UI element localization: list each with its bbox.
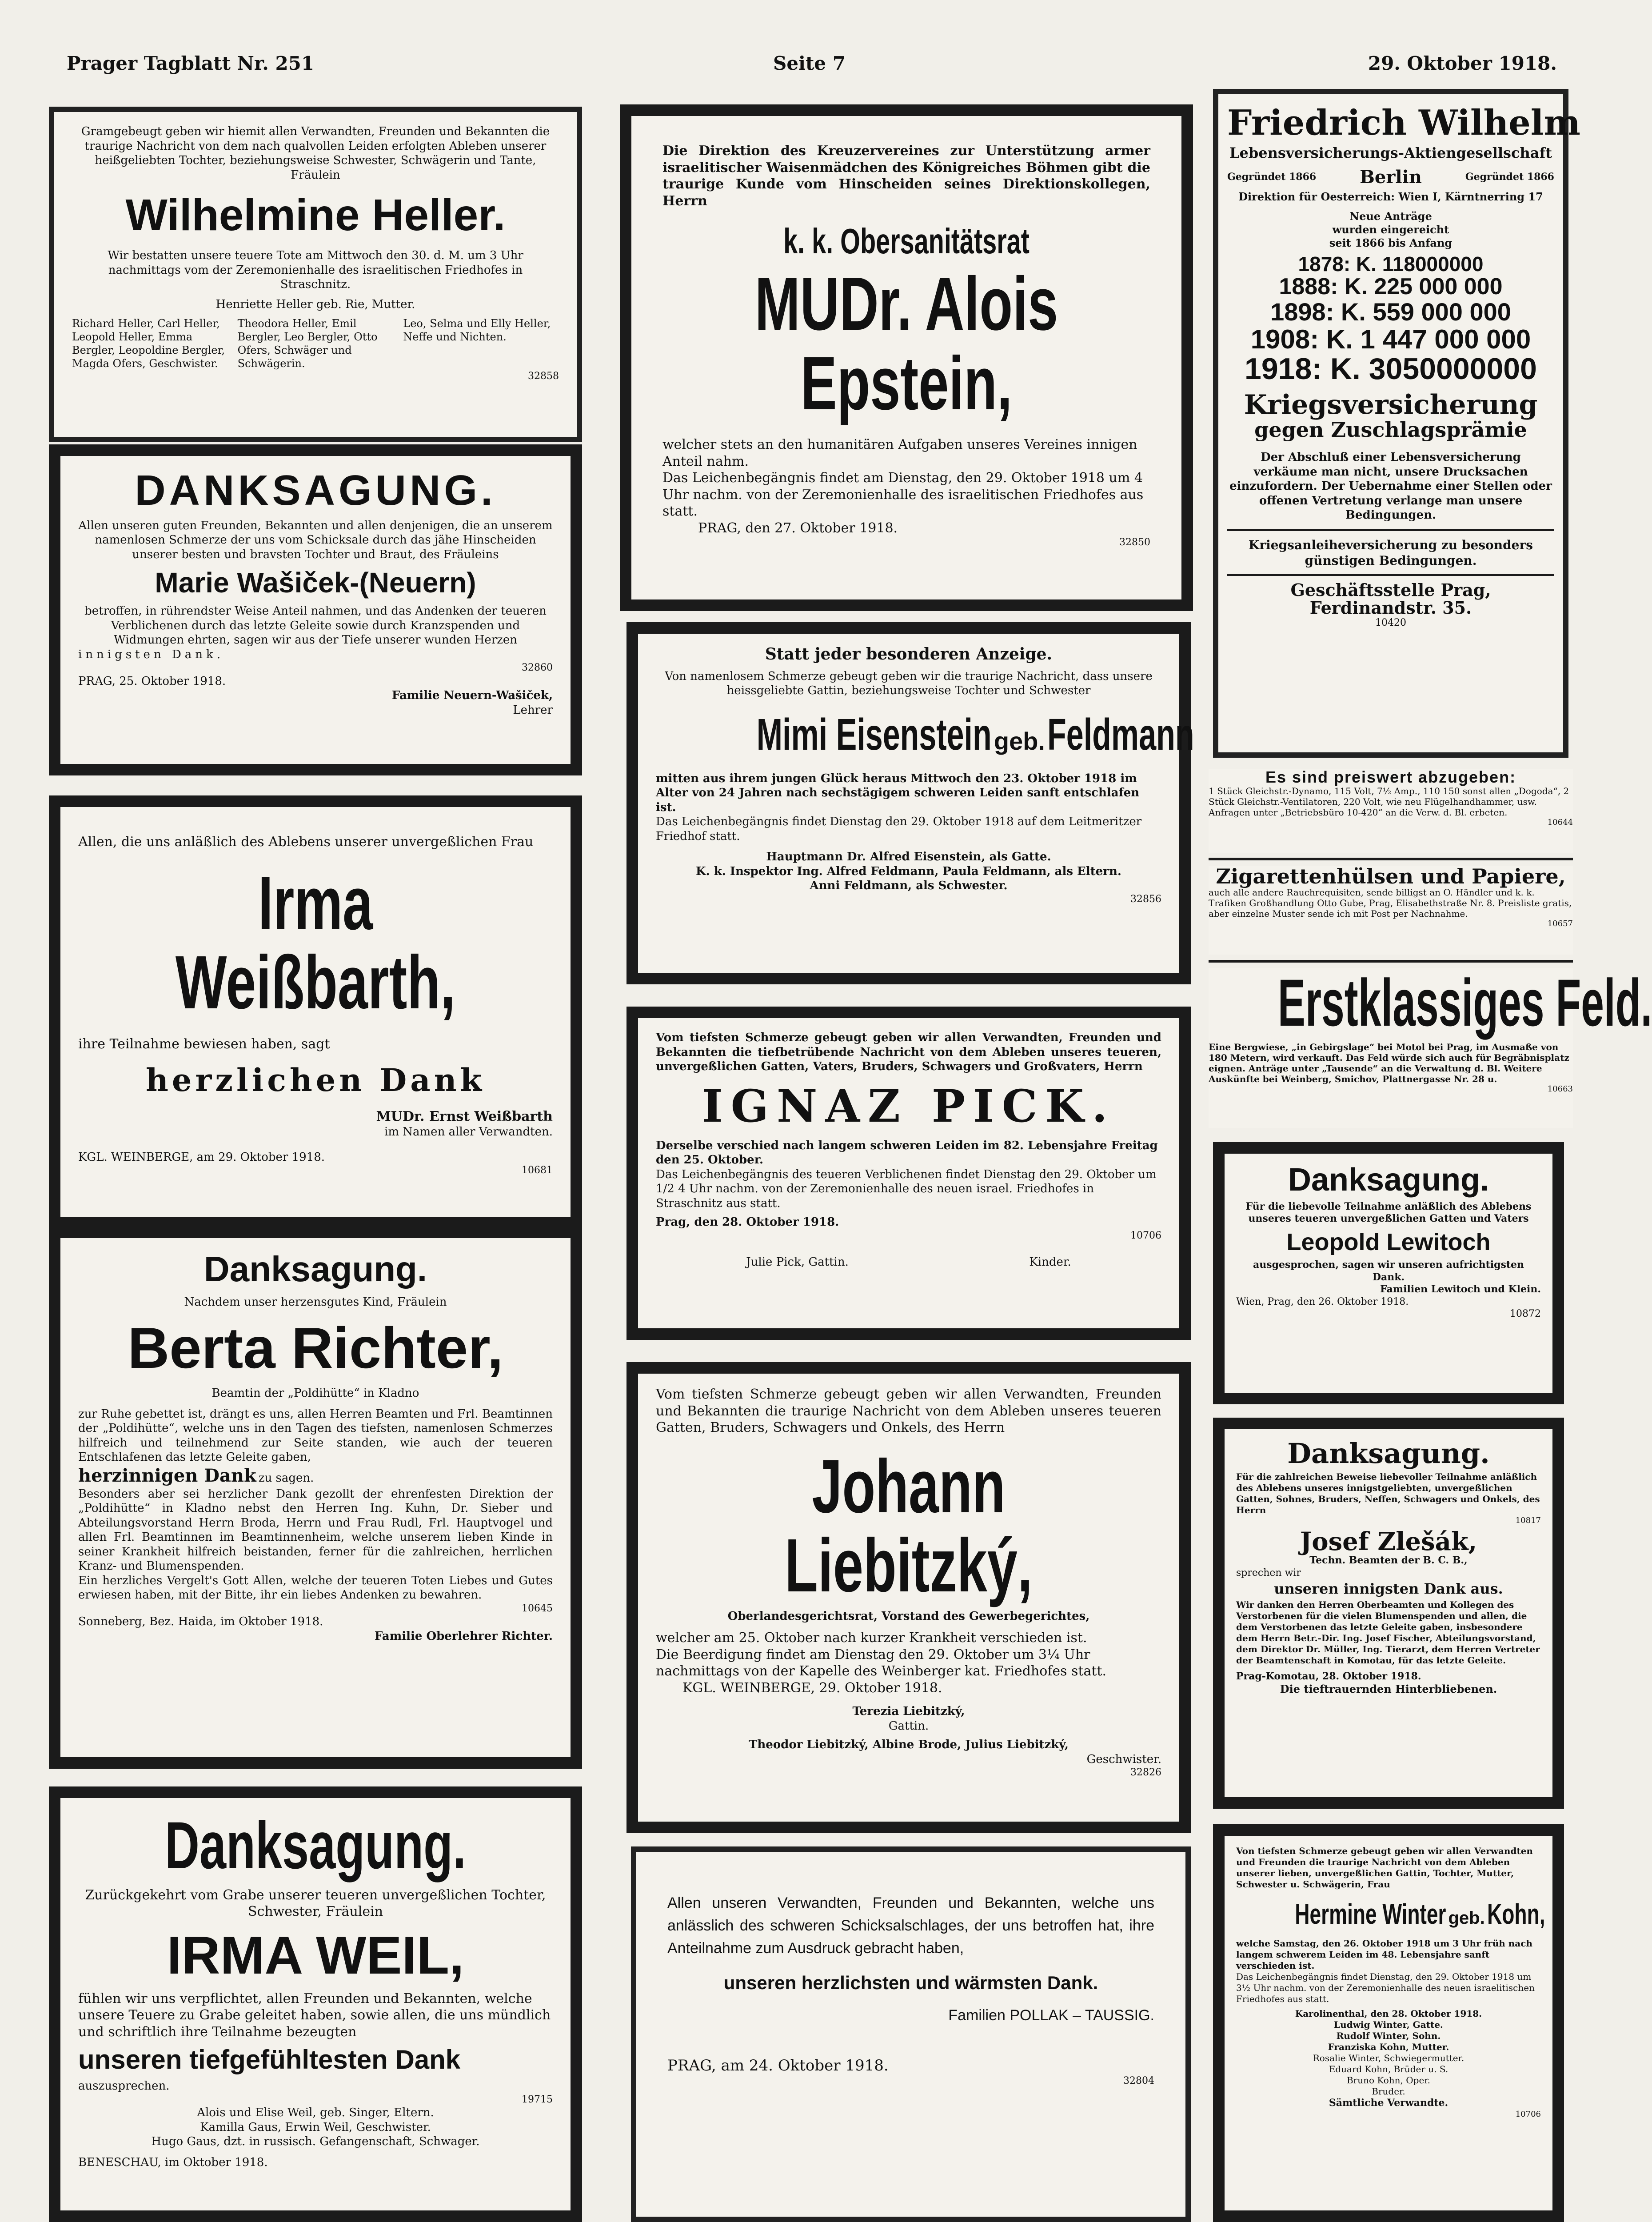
liebitzky-siblings: Theodor Liebitzký, Albine Brode, Julius Liebitzký,	[749, 1738, 1069, 1751]
winter-s2: Rudolf Winter, Sohn.	[1336, 2030, 1441, 2041]
notice-eisenstein	[626, 622, 1194, 984]
weil-text2: fühlen wir uns verpflichtet, allen Freunden und Bekannten, welche unsere Teuere zu Grabe geleitet haben, sowie allen, die uns mündlich und schriftlich ihre Teilnahme bezeugten	[78, 1990, 551, 2040]
epstein-code: 32850	[1119, 537, 1150, 548]
eisenstein-name: Mimi Eisenstein	[756, 709, 992, 759]
fw-y2: 1888: K. 225 000 000	[1279, 274, 1503, 300]
pick-code: 10706	[1130, 1230, 1161, 1241]
lewitoch-text1: Für die liebevolle Teilnahme anläßlich des Ablebens unseres teueren unvergeßlichen Gatten und Vaters	[1245, 1200, 1532, 1225]
weil-title: Danksagung.	[164, 1808, 467, 1882]
winter-maiden: Kohn,	[1487, 1898, 1545, 1930]
zlesak-text2: sprechen wir	[1236, 1567, 1301, 1579]
eisenstein-code: 32856	[1130, 893, 1161, 905]
fw-brand: Friedrich Wilhelm	[1227, 103, 1580, 143]
fw-new1: Neue Anträge	[1349, 209, 1432, 223]
richter-text4: Ein herzliches Vergelt's Gott Allen, welche der teueren Toten Liebes und Gutes erwiesen haben, mit der Bitte, ihr ein liebes Andenken zu bewahren.	[78, 1574, 553, 1602]
winter-name: Hermine Winter	[1295, 1898, 1446, 1930]
winter-text1: Von tiefsten Schmerze gebeugt geben wir allen Verwandten und Freunden die traurige Nachricht von dem Ableben unserer lieben, unvergeßlichen Gattin, Tochter, Mutter, Schwester u. Schwägerin, Frau	[1236, 1846, 1533, 1890]
weissbarth-sign: MUDr. Ernst Weißbarth	[376, 1108, 553, 1124]
fw-sub: Lebensversicherungs-Aktiengesellschaft	[1229, 144, 1552, 161]
fw-body: Der Abschluß einer Lebensversicherung verkäume man nicht, unsere Drucksachen einzufordern. Der Uebernahme einer Stellen oder offenen Vertretung verlange man unsere Bedingungen.	[1229, 451, 1552, 522]
richter-code: 10645	[522, 1603, 553, 1614]
eisenstein-s3: Anni Feldmann, als Schwester.	[810, 879, 1008, 893]
epstein-name: MUDr. Alois Epstein,	[754, 262, 1058, 426]
fw-y5: 1918: K. 3050000000	[1245, 352, 1537, 386]
zlesak-title: Danksagung.	[1287, 1437, 1490, 1470]
eisenstein-text3: Das Leichenbegängnis findet Dienstag den 29. Oktober 1918 auf dem Leitmeritzer Friedhof statt.	[656, 815, 1142, 843]
wasicek-role: Lehrer	[513, 703, 553, 717]
winter-code: 10706	[1515, 2109, 1541, 2119]
epstein-text1: Die Direktion des Kreuzervereines zur Unterstützung armer israelitischer Waisenmädchen des Königreiches Böhmen gibt die traurige Kunde vom Hinscheiden seines Direktionskollegen, Herrn	[662, 143, 1150, 209]
heller-col1: Richard Heller, Carl Heller, Leopold Heller, Emma Bergler, Leopoldine Bergler, Magda Ofers, Geschwister.	[72, 317, 225, 370]
ad-preiswert	[1209, 769, 1573, 853]
ads-a1-text: 1 Stück Gleichstr.-Dynamo, 115 Volt, 7½ Amp., 110 150 sonst allen „Dogoda“, 2 Stück Gleichstr.-Ventilatoren, 220 Volt, wie neu Flügelhandhammer, usw. Anfragen unter „Betriebsbüro 10-420“ an die Verw. d. Bl. erbeten.	[1209, 785, 1569, 818]
liebitzky-code: 32826	[1130, 1767, 1161, 1778]
notice-weil	[49, 1786, 582, 2222]
pick-text2: Derselbe verschied nach langem schweren Leiden im 82. Lebensjahre Freitag den 25. Oktober.	[656, 1139, 1158, 1167]
winter-s7: Bruder.	[1372, 2086, 1405, 2097]
richter-place: Sonneberg, Bez. Haida, im Oktober 1918.	[78, 1615, 323, 1628]
heller-name: Wilhelmine Heller.	[125, 190, 506, 240]
ads-a2-code: 10657	[1547, 919, 1573, 929]
fw-founded-left: Gegründet 1866	[1227, 171, 1317, 183]
pick-name: IGNAZ PICK.	[702, 1079, 1116, 1132]
fw-code: 10420	[1375, 617, 1406, 628]
notice-zlesak	[1213, 1418, 1564, 1809]
zlesak-thanks: unseren innigsten Dank aus.	[1274, 1580, 1503, 1598]
fw-kv2: gegen Zuschlagsprämie	[1254, 417, 1527, 442]
pick-text3: Das Leichenbegängnis des teueren Verblichenen findet Dienstag den 29. Oktober um 1/2 4 Uhr nachm. von der Zeremonienhalle des neuen israel. Friedhofes in Straschnitz aus statt.	[656, 1167, 1157, 1210]
notice-richter	[49, 1227, 582, 1769]
richter-name: Berta Richter,	[128, 1315, 503, 1380]
lewitoch-sign: Familien Lewitoch und Klein.	[1380, 1283, 1541, 1295]
fw-kv1: Kriegsversicherung	[1244, 389, 1538, 420]
fw-y4: 1908: K. 1 447 000 000	[1250, 324, 1531, 354]
fw-y1: 1878: K. 118000000	[1298, 252, 1484, 276]
zlesak-name: Josef Zlešák,	[1300, 1527, 1477, 1556]
winter-s1: Ludwig Winter, Gatte.	[1334, 2019, 1443, 2030]
pollak-place: PRAG, am 24. Oktober 1918.	[667, 2056, 889, 2074]
ad-zigaretten	[1209, 866, 1573, 955]
fw-body2: Kriegsanleiheversicherung zu besonders günstigen Bedingungen.	[1249, 537, 1533, 568]
heller-intro: Gramgebeugt geben wir hiemit allen Verwandten, Freunden und Bekannten die traurige Nachricht von dem nach qualvollen Leiden erfolgten Ableben unserer heißgeliebten Tochter, beziehungsweise Schwester, Schwägerin und Tante, Fräulein	[81, 125, 550, 182]
weissbarth-place: KGL. WEINBERGE, am 29. Oktober 1918.	[78, 1150, 325, 1164]
notice-pollak	[631, 1846, 1191, 2222]
fw-new2: wurden eingereicht	[1332, 223, 1449, 236]
weissbarth-sign2: im Namen aller Verwandten.	[384, 1125, 553, 1139]
lewitoch-place: Wien, Prag, den 26. Oktober 1918.	[1236, 1296, 1409, 1307]
zlesak-place: Prag-Komotau, 28. Oktober 1918.	[1236, 1670, 1421, 1682]
weissbarth-thanks: herzlichen Dank	[145, 1062, 485, 1099]
heller-col3: Leo, Selma und Elly Heller, Neffe und Nichten.	[403, 317, 551, 343]
lewitoch-title: Danksagung.	[1288, 1162, 1489, 1198]
fw-founded-right: Gegründet 1866	[1465, 171, 1554, 183]
lewitoch-text2: ausgesprochen, sagen wir unseren aufrichtigsten Dank.	[1253, 1259, 1524, 1283]
ads-a3-text: Eine Bergwiese, „in Gebirgslage“ bei Motol bei Prag, im Ausmaße von 180 Metern, wird verkauft. Das Feld würde sich auch für Begräbnisplatz eignen. Anträge unter „Tausende“ an die Verwaltung d. Bl. Weitere Auskünfte bei Weinberg, Smichov, Plattnergasse Nr. 28 u.	[1209, 1041, 1569, 1084]
winter-place: Karolinenthal, den 28. Oktober 1918.	[1295, 2008, 1482, 2019]
liebitzky-name: Johann Liebitzký,	[785, 1444, 1033, 1608]
wasicek-name: Marie Wašiček-(Neuern)	[155, 567, 476, 599]
eisenstein-geb: geb.	[994, 727, 1045, 755]
notice-winter	[1213, 1824, 1564, 2222]
winter-geb: geb.	[1448, 1908, 1485, 1928]
epstein-text2: welcher stets an den humanitären Aufgaben unseres Vereines innigen Anteil nahm.	[662, 437, 1137, 469]
richter-title: Danksagung.	[204, 1249, 427, 1289]
fw-y3: 1898: K. 559 000 000	[1270, 297, 1511, 326]
weissbarth-name: Irma Weißbarth,	[175, 861, 456, 1025]
ad-divider-2	[1209, 960, 1573, 963]
ads-a1-head: Es sind preiswert abzugeben:	[1265, 768, 1516, 786]
pick-left: Julie Pick, Gattin.	[746, 1255, 849, 1269]
header-right: 29. Oktober 1918.	[1368, 52, 1557, 74]
epstein-rank: k. k. Obersanitätsrat	[783, 221, 1030, 261]
liebitzky-text2: welcher am 25. Oktober nach kurzer Krankheit verschieden ist.	[656, 1630, 1087, 1646]
winter-s6: Bruno Kohn, Oper.	[1346, 2075, 1431, 2086]
heller-col2: Theodora Heller, Emil Bergler, Leo Bergler, Otto Ofers, Schwäger und Schwägerin.	[237, 317, 378, 370]
eisenstein-s2: K. k. Inspektor Ing. Alfred Feldmann, Paula Feldmann, als Eltern.	[696, 864, 1121, 878]
wasicek-thanks: innigsten Dank.	[78, 647, 224, 661]
weil-text1: Zurückgekehrt vom Grabe unserer teueren unvergeßlichen Tochter, Schwester, Fräulein	[85, 1887, 546, 1919]
pollak-family: Familien POLLAK – TAUSSIG.	[948, 2007, 1154, 2024]
ads-a2-head: Zigarettenhülsen und Papiere,	[1216, 864, 1566, 888]
winter-s8: Sämtliche Verwandte.	[1329, 2097, 1448, 2109]
zlesak-sign: Die tieftrauernden Hinterbliebenen.	[1280, 1682, 1497, 1696]
weil-thanks: unseren tiefgefühltesten Dank	[78, 2045, 461, 2074]
wasicek-text2: betroffen, in rührendster Weise Anteil nahmen, und das Andenken der teueren Verblichenen durch das letzte Geleite sowie durch Kranzspenden und Widmungen ehrten, sagen wir aus der Tiefe unserer wunden Herzen	[84, 604, 547, 647]
zlesak-code1: 10817	[1515, 1516, 1541, 1526]
pick-right: Kinder.	[1029, 1255, 1071, 1269]
liebitzky-wife-role: Gattin.	[888, 1719, 929, 1733]
wasicek-family: Familie Neuern-Wašiček,	[391, 689, 553, 703]
ad-divider-1	[1209, 858, 1573, 860]
notice-heller	[49, 107, 582, 442]
notice-epstein	[620, 104, 1193, 611]
fw-new3: seit 1866 bis Anfang	[1329, 236, 1452, 249]
liebitzky-text1: Vom tiefsten Schmerze gebeugt geben wir allen Verwandten, Freunden und Bekannten die traurige Nachricht von dem Ableben unseres teueren Gatten, Bruders, Schwagers und Onkels, des Herrn	[656, 1387, 1161, 1435]
pollak-text1: Allen unseren Verwandten, Freunden und Bekannten, welche uns anlässlich des schweren Schicksalschlages, der uns betroffen hat, ihre Anteilnahme zum Ausdruck gebracht haben,	[667, 1894, 1154, 1957]
wasicek-code: 32860	[522, 662, 553, 674]
wasicek-place: PRAG, 25. Oktober 1918.	[78, 674, 226, 688]
eisenstein-maiden: Feldmann	[1047, 709, 1194, 759]
epstein-place: PRAG, den 27. Oktober 1918.	[698, 520, 898, 536]
fw-city: Berlin	[1360, 166, 1422, 188]
richter-thanks: herzinnigen Dank	[78, 1465, 256, 1486]
weil-place: BENESCHAU, im Oktober 1918.	[78, 2155, 268, 2169]
winter-text2: welche Samstag, den 26. Oktober 1918 um 3 Uhr früh nach langem schwerem Leiden im 48. Lebensjahre sanft verschieden ist.	[1236, 1938, 1532, 1971]
liebitzky-place: KGL. WEINBERGE, 29. Oktober 1918.	[682, 1680, 942, 1696]
zlesak-role: Techn. Beamten der B. C. B.,	[1309, 1555, 1468, 1567]
eisenstein-s1: Hauptmann Dr. Alfred Eisenstein, als Gatte.	[766, 850, 1051, 864]
header-left: Prager Tagblatt Nr. 251	[67, 52, 315, 74]
ad-friedrich-wilhelm	[1213, 89, 1580, 758]
ads-a3-code: 10663	[1547, 1084, 1573, 1094]
liebitzky-wife: Terezia Liebitzký,	[852, 1705, 965, 1718]
richter-role: Beamtin der „Poldihütte“ in Kladno	[211, 1387, 419, 1400]
notice-weissbarth	[49, 795, 582, 1229]
pick-text1: Vom tiefsten Schmerze gebeugt geben wir allen Verwandten, Freunden und Bekannten die tiefbetrübende Nachricht von dem Ableben unseres teueren, unvergeßlichen Gatten, Vaters, Bruders, Schwagers und Großvaters, Herrn	[656, 1031, 1161, 1073]
heller-mother: Henriette Heller geb. Rie, Mutter.	[215, 297, 415, 311]
winter-s4: Rosalie Winter, Schwiegermutter.	[1313, 2053, 1464, 2063]
liebitzky-siblings-role: Geschwister.	[1086, 1752, 1161, 1766]
ads-a1-code: 10644	[1547, 817, 1573, 827]
winter-s3: Franziska Kohn, Mutter.	[1328, 2042, 1449, 2052]
winter-text3: Das Leichenbegängnis findet Dienstag, den 29. Oktober 1918 um 3½ Uhr nachm. von der Zeremonienhalle des neuen israelitischen Friedhofes aus statt.	[1236, 1971, 1535, 2004]
weil-tail: auszusprechen.	[78, 2079, 170, 2093]
notice-wasicek	[49, 444, 582, 775]
liebitzky-role: Oberlandesgerichtsrat, Vorstand des Gewerbegerichtes,	[727, 1609, 1090, 1623]
notice-liebitzky	[626, 1362, 1191, 1833]
zlesak-text3: Wir danken den Herren Oberbeamten und Kollegen des Verstorbenen für die vielen Blumenspenden und allen, die dem Verstorbenen das letzte Geleite gaben, insbesondere dem Herrn Betr.-Dir. Ing. Josef Fischer, Abteilungsvorstand, dem Direktor Dr. Müller, Ing. Tierarzt, dem Herren Vertreter der Beamtenschaft in Komotau, für das letzte Geleite.	[1236, 1599, 1540, 1666]
weil-siblings: Kamilla Gaus, Erwin Weil, Geschwister.	[200, 2120, 431, 2134]
ads-a3-head: Erstklassiges Feld.	[1277, 965, 1652, 1040]
fw-office: Geschäftsstelle Prag, Ferdinandstr. 35.	[1290, 579, 1491, 618]
richter-text2: zur Ruhe gebettet ist, drängt es uns, allen Herren Beamten und Frl. Beamtinnen der „Poldihütte“, welche uns in den Tagen des tiefsten, namenlosen Schmerzes hilfreich und teilnehmend zur Seite standen, wie auch der teueren Entschlafenen das letzte Geleite gaben,	[78, 1407, 553, 1464]
weil-code: 19715	[522, 2094, 553, 2105]
weil-name: IRMA WEIL,	[167, 1925, 464, 1985]
weissbarth-text2: ihre Teilnahme bewiesen haben, sagt	[78, 1036, 330, 1052]
weil-parents: Alois und Elise Weil, geb. Singer, Eltern.	[197, 2106, 434, 2119]
pick-place: Prag, den 28. Oktober 1918.	[656, 1215, 839, 1229]
lewitoch-code: 10872	[1510, 1308, 1541, 1320]
ad-feld	[1209, 965, 1652, 1128]
weissbarth-code: 10681	[522, 1165, 553, 1176]
eisenstein-text1: Von namenlosem Schmerze gebeugt geben wir die traurige Nachricht, dass unsere heissgeliebte Gattin, beziehungsweise Tochter und Schwester	[665, 669, 1153, 698]
pollak-thanks: unseren herzlichsten und wärmsten Dank.	[723, 1972, 1098, 1993]
liebitzky-text3: Die Beerdigung findet am Dienstag den 29. Oktober um 3¼ Uhr nachmittags von der Kapelle des Weinberger kat. Friedhofes statt.	[656, 1647, 1107, 1679]
eisenstein-text2: mitten aus ihrem jungen Glück heraus Mittwoch den 23. Oktober 1918 im Alter von 24 Jahren nach sechstägigem schweren Leiden sanft entschlafen ist.	[656, 771, 1140, 814]
richter-text1: Nachdem unser herzensgutes Kind, Fräulein	[184, 1295, 447, 1309]
ads-a2-text: auch alle andere Rauchrequisiten, sende billigst an O. Händler und k. k. Trafiken Großhandlung Otto Gube, Prag, Elisabethstraße Nr. 8. Preisliste gratis, aber einzelne Muster sende ich mit Post per Nachnahme.	[1209, 887, 1572, 919]
weissbarth-text1: Allen, die uns anläßlich des Ablebens unserer unvergeßlichen Frau	[78, 834, 534, 850]
heller-code: 32858	[528, 371, 559, 382]
eisenstein-head: Statt jeder besonderen Anzeige.	[765, 645, 1053, 663]
epstein-text3: Das Leichenbegängnis findet am Dienstag, den 29. Oktober 1918 um 4 Uhr nachm. von der Zeremonienhalle des israelitischen Friedhofes aus statt.	[662, 470, 1144, 519]
wasicek-text1: Allen unseren guten Freunden, Bekannten und allen denjenigen, die an unserem namenlosen Schmerze der uns vom Schicksale durch das jähe Hinscheiden unserer besten und bravsten Tochter und Braut, des Fräuleins	[78, 519, 553, 561]
wasicek-title: DANKSAGUNG.	[135, 467, 496, 514]
richter-text3: Besonders aber sei herzlicher Dank gezollt der ehrenfesten Direktion der „Poldihütte“ in Kladno nebst den Herren Ing. Kuhn, Dr. Sieber und Abteilungsvorstand Herrn Broda, Herrn und Frau Rudl, Frl. Hauptvogel und allen Frl. Beamtinnen im Beamtinnenheim, welche unserem lieben Kinde in seiner Krankheit hilfreich beistanden, ferner für die zahlreichen, herrlichen Kranz- und Blumenspenden.	[78, 1487, 553, 1573]
header-center: Seite 7	[773, 52, 846, 74]
weil-hugo: Hugo Gaus, dzt. in russisch. Gefangenschaft, Schwager.	[151, 2135, 480, 2148]
notice-pick	[626, 1007, 1191, 1340]
richter-thanks-tail: zu sagen.	[258, 1471, 314, 1485]
winter-s5: Eduard Kohn, Brüder u. S.	[1329, 2064, 1448, 2074]
richter-family: Familie Oberlehrer Richter.	[374, 1629, 553, 1643]
lewitoch-name: Leopold Lewitoch	[1286, 1228, 1491, 1255]
zlesak-text1: Für die zahlreichen Beweise liebevoller Teilnahme anläßlich des Ablebens unseres innigstgeliebten, unvergeßlichen Gatten, Sohnes, Bruders, Neffen, Schwagers und Onkels, des Herrn	[1236, 1471, 1540, 1516]
heller-detail: Wir bestatten unsere teuere Tote am Mittwoch den 30. d. M. um 3 Uhr nachmittags vom der Zeremonienhalle des israelitischen Friedhofes in Straschnitz.	[108, 249, 523, 291]
fw-direction: Direktion für Oesterreich: Wien I, Kärntnerring 17	[1238, 190, 1543, 203]
notice-lewitoch	[1213, 1142, 1564, 1404]
pollak-code: 32804	[1123, 2075, 1154, 2087]
